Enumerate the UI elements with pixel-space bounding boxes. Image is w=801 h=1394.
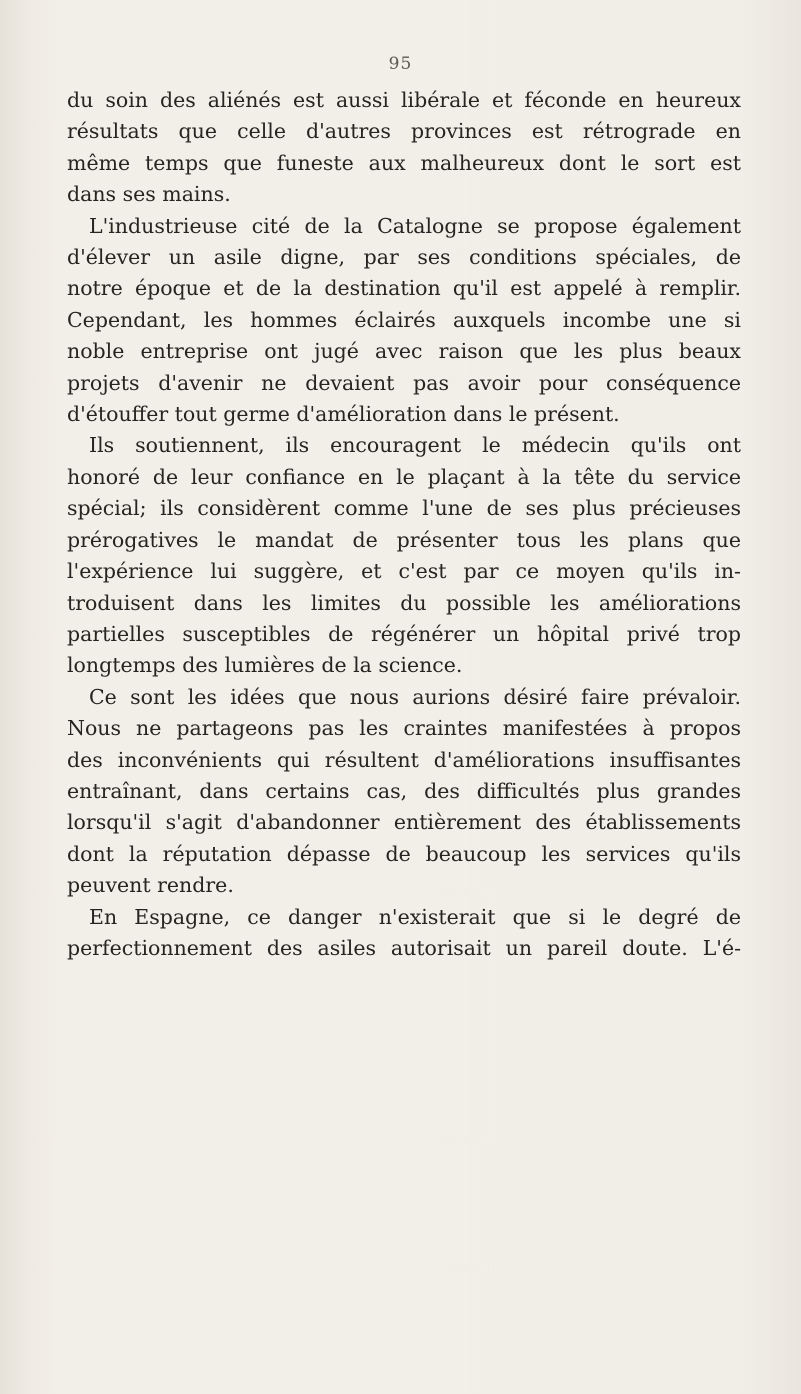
text-line: notre époque et de la destination qu'il est appelé à remplir. bbox=[67, 276, 741, 301]
text-line: prérogatives le mandat de présenter tous les plans que bbox=[67, 527, 741, 552]
text-line: peuvent rendre. bbox=[67, 873, 234, 898]
body-text bbox=[67, 85, 741, 964]
text-line: dans ses mains. bbox=[67, 182, 231, 207]
text-line: entraînant, dans certains cas, des difficultés plus grandes bbox=[67, 778, 741, 803]
text-line: même temps que funeste aux malheureux dont le sort est bbox=[67, 150, 741, 175]
text-line: lorsqu'il s'agit d'abandonner entièrement des établissements bbox=[67, 810, 741, 835]
page-number: 95 bbox=[388, 54, 413, 74]
text-line: résultats que celle d'autres provinces est rétrograde en bbox=[67, 119, 741, 144]
text-line: spécial; ils considèrent comme l'une de ses plus précieuses bbox=[67, 496, 741, 521]
text-line: noble entreprise ont jugé avec raison que les plus beaux bbox=[67, 339, 741, 364]
text-line: l'expérience lui suggère, et c'est par ce moyen qu'ils in- bbox=[67, 559, 741, 584]
text-line: d'élever un asile digne, par ses conditions spéciales, de bbox=[67, 245, 741, 270]
text-line: dont la réputation dépasse de beaucoup les services qu'ils bbox=[67, 841, 741, 866]
text-line: d'étouffer tout germe d'amélioration dans le présent. bbox=[67, 402, 620, 427]
paragraph-start-line: Ils soutiennent, ils encouragent le médecin qu'ils ont bbox=[89, 433, 741, 458]
text-line: honoré de leur confiance en le plaçant à la tête du service bbox=[67, 464, 741, 489]
text-line: du soin des aliénés est aussi libérale et féconde en heureux bbox=[67, 88, 741, 112]
text-line: perfectionnement des asiles autorisait un pareil doute. L'é- bbox=[67, 935, 741, 960]
text-line: troduisent dans les limites du possible les améliorations bbox=[67, 590, 741, 615]
text-line: des inconvénients qui résultent d'améliorations insuffisantes bbox=[67, 747, 741, 772]
text-line: Nous ne partageons pas les craintes manifestées à propos bbox=[67, 716, 741, 741]
paragraph-start-line: Ce sont les idées que nous aurions désiré faire prévaloir. bbox=[89, 684, 741, 709]
paragraph-start-line: En Espagne, ce danger n'existerait que si le degré de bbox=[89, 904, 741, 929]
text-line: longtemps des lumières de la science. bbox=[67, 653, 463, 678]
paragraph-start-line: L'industrieuse cité de la Catalogne se propose également bbox=[89, 213, 741, 238]
text-line: projets d'avenir ne devaient pas avoir pour conséquence bbox=[67, 370, 741, 395]
text-line: Cependant, les hommes éclairés auxquels incombe une si bbox=[67, 307, 741, 332]
text-line: partielles susceptibles de régénérer un hôpital privé trop bbox=[67, 621, 741, 646]
